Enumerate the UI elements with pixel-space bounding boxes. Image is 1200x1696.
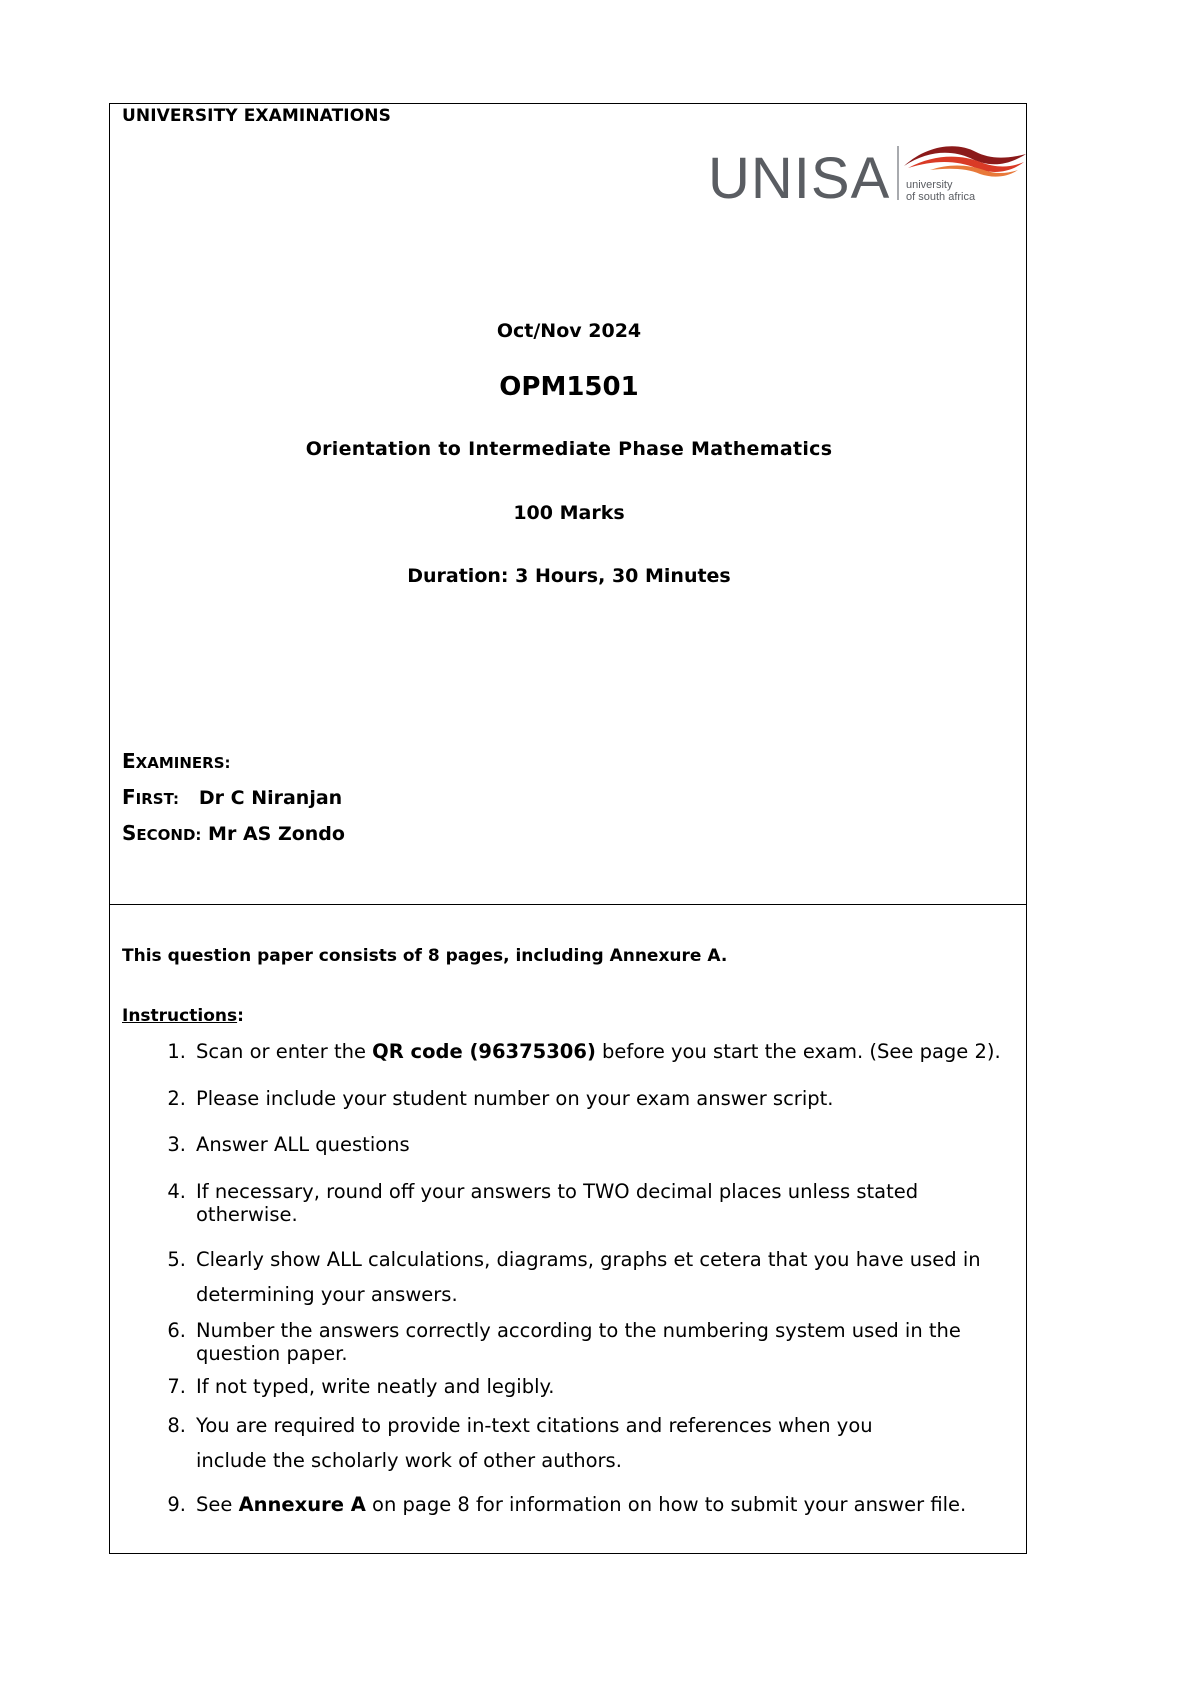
logo-tagline-line2: of south africa [906, 191, 976, 203]
examiners-heading: EXAMINERS: [122, 749, 231, 773]
cover-page-frame: UNIVERSITY EXAMINATIONS UNISA university of south africa Oct/Nov 2024 OPM1501 Orientation to Intermediate Phase Mathematics 100 Marks Duration: 3 Hours, 30 Minutes EXAMINERS: FIRST: Dr C Niranjan SECOND: Mr AS Zondo This question paper consists of 8 pages, including Annexure A. Instructions: 1. Scan or enter the QR code (96375306) before you start the exam. (See page 2). 2. Please include your student number on your exam answer script. 3. Answer ALL questions 4. If necessary, round off your answers to TWO decimal places unless stated otherwise. 5. Clearly show ALL calculations, diagrams, graphs et cetera that you have used in determining your answers. 6. Number the answers correctly according to the numbering system used in the question paper. 7. If not typed, write neatly and legibly. 8. You are required to provide in-text citations and references when you include the scholarly work of other authors. 9. See Annexure A on page 8 for information on how to submit your answer file. [109, 103, 1027, 1554]
module-title: Orientation to Intermediate Phase Mathematics [305, 438, 833, 460]
module-code: OPM1501 [499, 372, 639, 402]
examiners-block [122, 744, 345, 852]
exam-header: UNIVERSITY EXAMINATIONS [122, 106, 391, 126]
total-marks: 100 Marks [513, 502, 625, 524]
exam-session: Oct/Nov 2024 [496, 320, 642, 342]
instructions-heading: Instructions: [122, 1006, 244, 1026]
second-examiner: SECOND: Mr AS Zondo [122, 821, 345, 845]
logo-wordmark: UNISA [708, 146, 891, 211]
paper-page-count: This question paper consists of 8 pages, including Annexure A. [122, 946, 728, 966]
logo-tagline-line1: university [906, 179, 953, 191]
section-divider [110, 904, 1026, 905]
unisa-logo [708, 138, 1028, 218]
first-examiner: FIRST: Dr C Niranjan [122, 785, 343, 809]
exam-duration: Duration: 3 Hours, 30 Minutes [407, 565, 731, 587]
